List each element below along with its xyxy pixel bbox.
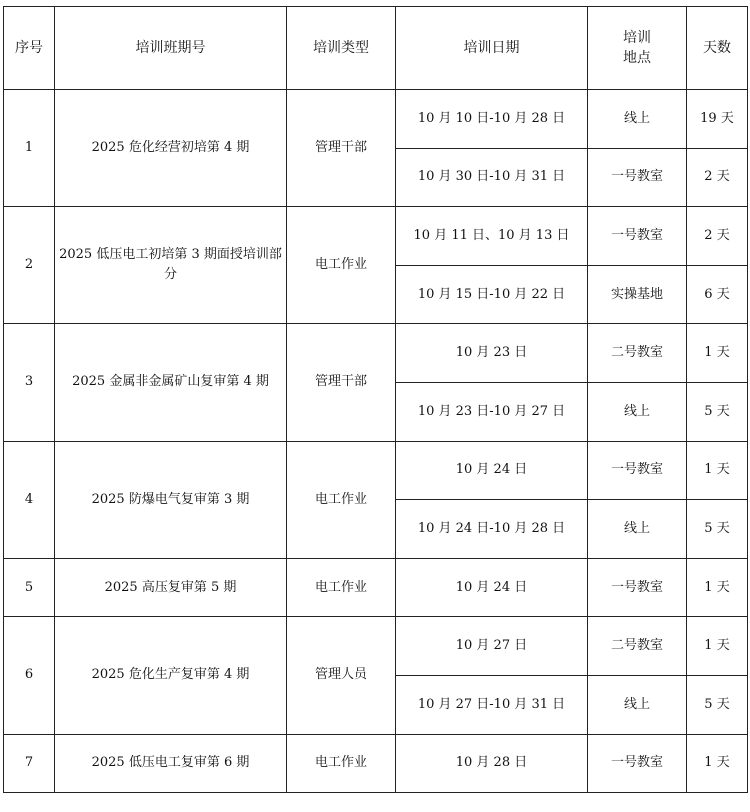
header-no: 序号 [4,7,55,90]
training-date: 10 月 15 日-10 月 22 日 [396,265,588,324]
class-name: 2025 低压电工复审第 6 期 [55,734,287,793]
training-date: 10 月 11 日、10 月 13 日 [396,207,588,266]
training-location: 二号教室 [588,617,687,676]
training-location: 一号教室 [588,148,687,207]
training-days: 2 天 [687,148,748,207]
header-location [588,7,687,90]
training-location: 一号教室 [588,441,687,500]
training-location: 一号教室 [588,207,687,266]
training-days: 1 天 [687,617,748,676]
training-location: 实操基地 [588,265,687,324]
training-date: 10 月 30 日-10 月 31 日 [396,148,588,207]
row-number: 3 [4,324,55,441]
training-location: 一号教室 [588,558,687,617]
training-date: 10 月 23 日 [396,324,588,383]
table-row [4,617,748,676]
training-date: 10 月 27 日 [396,617,588,676]
header-days: 天数 [687,7,748,90]
training-type: 管理干部 [287,324,396,441]
class-name: 2025 防爆电气复审第 3 期 [55,441,287,558]
training-type: 管理人员 [287,617,396,734]
row-number: 5 [4,558,55,617]
training-days: 5 天 [687,500,748,559]
training-type: 电工作业 [287,441,396,558]
row-number: 6 [4,617,55,734]
training-schedule-table [3,6,748,793]
header-class: 培训班期号 [55,7,287,90]
table-row [4,734,748,793]
training-days: 6 天 [687,265,748,324]
training-type: 电工作业 [287,734,396,793]
training-type: 电工作业 [287,558,396,617]
training-location: 线上 [588,500,687,559]
training-location: 一号教室 [588,734,687,793]
training-date: 10 月 23 日-10 月 27 日 [396,382,588,441]
table-row [4,90,748,149]
training-location: 线上 [588,675,687,734]
table-row [4,207,748,266]
class-name: 2025 低压电工初培第 3 期面授培训部分 [55,207,287,324]
header-location-line2: 地点 [623,50,651,66]
header-row [4,7,748,90]
table-row [4,441,748,500]
training-days: 1 天 [687,558,748,617]
training-date: 10 月 24 日-10 月 28 日 [396,500,588,559]
class-name: 2025 高压复审第 5 期 [55,558,287,617]
table-row [4,324,748,383]
training-date: 10 月 27 日-10 月 31 日 [396,675,588,734]
training-location: 二号教室 [588,324,687,383]
training-type: 管理干部 [287,90,396,207]
training-days: 19 天 [687,90,748,149]
header-location-line1: 培训 [623,30,651,46]
header-date: 培训日期 [396,7,588,90]
training-days: 1 天 [687,441,748,500]
training-date: 10 月 24 日 [396,441,588,500]
training-date: 10 月 10 日-10 月 28 日 [396,90,588,149]
row-number: 1 [4,90,55,207]
header-type: 培训类型 [287,7,396,90]
row-number: 7 [4,734,55,793]
class-name: 2025 金属非金属矿山复审第 4 期 [55,324,287,441]
training-location: 线上 [588,382,687,441]
training-date: 10 月 24 日 [396,558,588,617]
training-location: 线上 [588,90,687,149]
training-days: 5 天 [687,382,748,441]
row-number: 4 [4,441,55,558]
training-days: 1 天 [687,324,748,383]
training-days: 5 天 [687,675,748,734]
class-name: 2025 危化生产复审第 4 期 [55,617,287,734]
row-number: 2 [4,207,55,324]
table-row [4,558,748,617]
training-days: 1 天 [687,734,748,793]
training-date: 10 月 28 日 [396,734,588,793]
class-name: 2025 危化经营初培第 4 期 [55,90,287,207]
training-type: 电工作业 [287,207,396,324]
training-days: 2 天 [687,207,748,266]
